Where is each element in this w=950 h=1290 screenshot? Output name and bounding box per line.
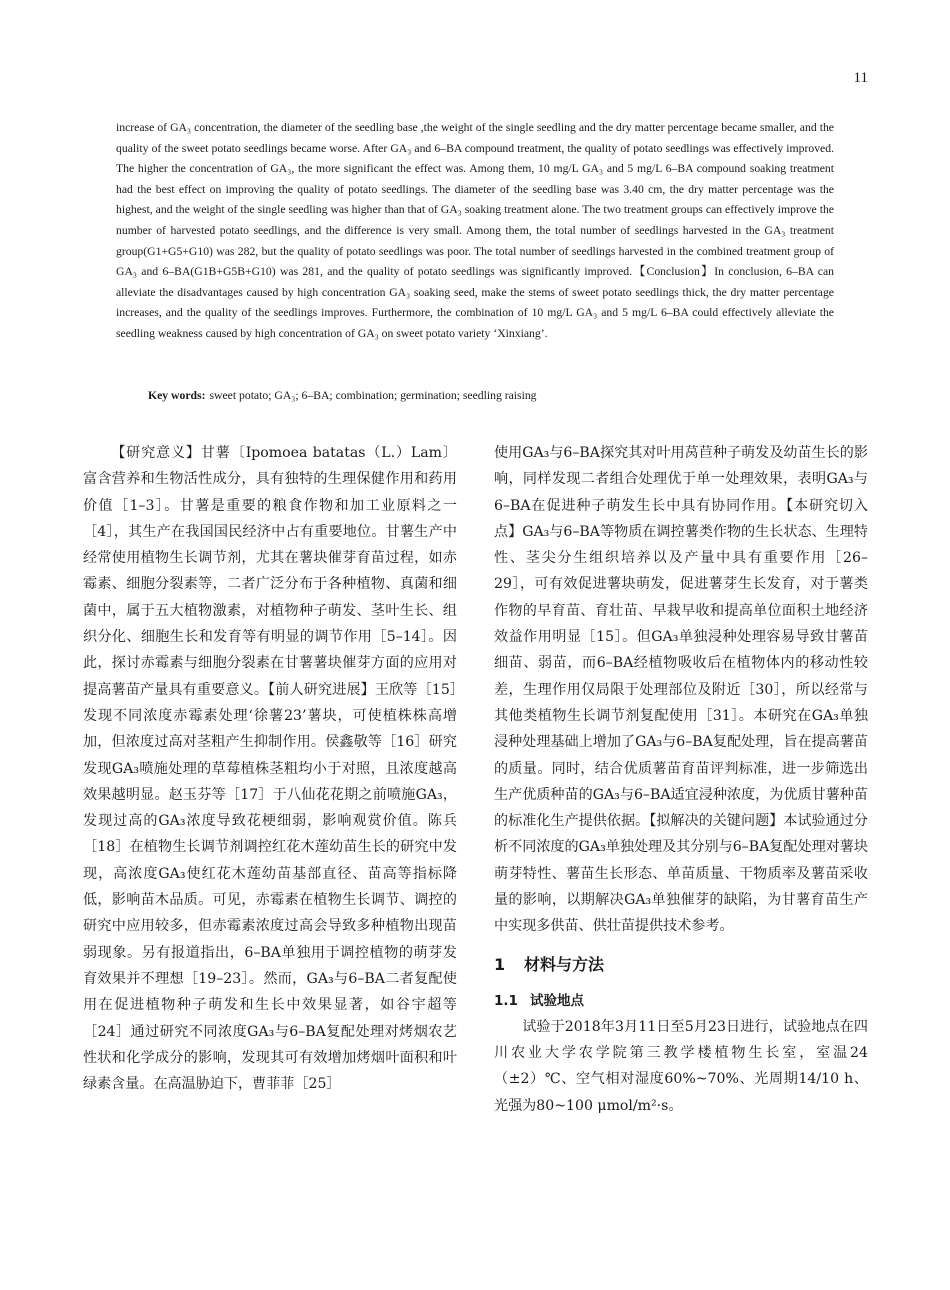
subsection-paragraph: 试验于2018年3月11日至5月23日进行，试验地点在四川农业大学农学院第三教学楼植物生长室，室温24（±2）℃、空气相对湿度60%~70%、光周期14/10 h、光强为80~100 μmol/m²·s。 (494, 1018, 868, 1114)
subsection-title: 试验地点 (530, 992, 584, 1009)
keywords-label: Key words: (148, 389, 206, 402)
section-title: 材料与方法 (524, 954, 605, 974)
abstract-text: increase of GA₃ concentration, the diameter of the seedling base ,the weight of the single seedling and the dry matter percentage became smaller, and the quality of the sweet potato seedlings became worse. After GA₃ and 6–BA compound treatment, the quality of potato seedlings was effectively improved. The higher the concentration of GA₃, the more significant the effect was. Among them, 10 mg/L GA₃ and 5 mg/L 6–BA compound soaking treatment had the best effect on improving the quality of potato seedlings. The diameter of the seedling base was 3.40 cm, the dry matter percentage was the highest, and the weight of the single seedling was higher than that of GA₃ soaking treatment alone. The two treatment groups can effectively improve the number of harvested potato seedlings, and the difference is very small. Among them, the total number of seedlings harvested in the GA₃ treatment group(G1+G5+G10) was 282, but the quality of potato seedlings was poor. The total number of seedlings harvested in the combined treatment group of GA₃ and 6–BA(G1B+G5B+G10) was 281, and the quality of potato seedlings was significantly improved.【Conclusion】In conclusion, 6–BA can alleviate the disadvantages caused by high concentration GA₃ soaking seed, make the stems of sweet potato seedlings thick, the dry matter percentage increases, and the quality of the seedlings improves. Furthermore, the combination of 10 mg/L GA₃ and 5 mg/L 6–BA could effectively alleviate the seedling weakness caused by high concentration of GA₃ on sweet potato variety ‘Xinxiang’. (116, 121, 834, 340)
subsection-number: 1.1 (494, 992, 518, 1009)
subsection-heading (494, 988, 868, 1014)
english-abstract (116, 118, 834, 345)
intro-paragraph-continued: 使用GA₃与6–BA探究其对叶用莴苣种子萌发及幼苗生长的影响，同样发现二者组合处理优于单一处理效果，表明GA₃与6–BA在促进种子萌发生长中具有协同作用。【本研究切入点】GA₃与6–BA等物质在调控薯类作物的生长状态、生理特性、茎尖分生组织培养以及产量中具有重要作用［26–29］，可有效促进薯块萌发，促进薯芽生长发育，对于薯类作物的早育苗、育壮苗、早栽早收和提高单位面积土地经济效益作用明显［15］。但GA₃单独浸种处理容易导致甘薯苗细苗、弱苗，而6–BA经植物吸收后在植物体内的移动性较差，生理作用仅局限于处理部位及附近［30］，所以经常与其他类植物生长调节剂复配使用［31］。本研究在GA₃单独浸种处理基础上增加了GA₃与6–BA复配处理，旨在提高薯苗的质量。同时，结合优质薯苗育苗评判标准，进一步筛选出生产优质种苗的GA₃与6–BA适宜浸种浓度，为优质甘薯种苗的标准化生产提供依据。【拟解决的关键问题】本试验通过分析不同浓度的GA₃单独处理及其分别与6–BA复配处理对薯块萌芽特性、薯苗生长形态、单苗质量、干物质率及薯苗采收量的影响，以期解决GA₃单独催芽的缺陷，为甘薯育苗生产中实现多供苗、供壮苗提供技术参考。 (494, 445, 868, 935)
section-number: 1 (494, 954, 506, 974)
keywords-text: sweet potato; GA₃; 6–BA; combination; germination; seedling raising (209, 389, 537, 402)
keywords (148, 386, 838, 406)
right-column (494, 440, 868, 1119)
page-number: 11 (853, 70, 868, 86)
section-heading (494, 952, 868, 978)
intro-paragraph: 【研究意义】甘薯〔Ipomoea batatas（L.）Lam〕富含营养和生物活性成分，具有独特的生理保健作用和药用价值［1–3］。甘薯是重要的粮食作物和加工业原料之一［4］，其生产在我国国民经济中占有重要地位。甘薯生产中经常使用植物生长调节剂，尤其在薯块催芽育苗过程，如赤霉素、细胞分裂素等，二者广泛分布于各种植物、真菌和细菌中，属于五大植物激素，对植物种子萌发、茎叶生长、组织分化、细胞生长和发育等有明显的调节作用［5–14］。因此，探讨赤霉素与细胞分裂素在甘薯薯块催芽方面的应用对提高薯苗产量具有重要意义。【前人研究进展】王欣等［15］发现不同浓度赤霉素处理‘徐薯23’薯块，可使植株株高增加，但浓度过高对茎粗产生抑制作用。侯鑫敬等［16］研究发现GA₃喷施处理的草莓植株茎粗均小于对照，且浓度越高效果越明显。赵玉芬等［17］于八仙花花期之前喷施GA₃，发现过高的GA₃浓度导致花梗细弱，影响观赏价值。陈兵［18］在植物生长调节剂调控红花木莲幼苗生长的研究中发现，高浓度GA₃使红花木莲幼苗基部直径、苗高等指标降低，影响苗木品质。可见，赤霉素在植物生长调节、调控的研究中应用较多，但赤霉素浓度过高会导致多种植物出现苗弱现象。另有报道指出，6–BA单独用于调控植物的萌芽发育效果并不理想［19–23］。然而，GA₃与6–BA二者复配使用在促进植物种子萌发和生长中效果显著，如谷宇超等［24］通过研究不同浓度GA₃与6–BA复配处理对烤烟农艺性状和化学成分的影响，发现其可有效增加烤烟叶面积和叶绿素含量。在高温胁迫下，曹菲菲［25］ (83, 445, 457, 1093)
left-column (83, 440, 457, 1097)
